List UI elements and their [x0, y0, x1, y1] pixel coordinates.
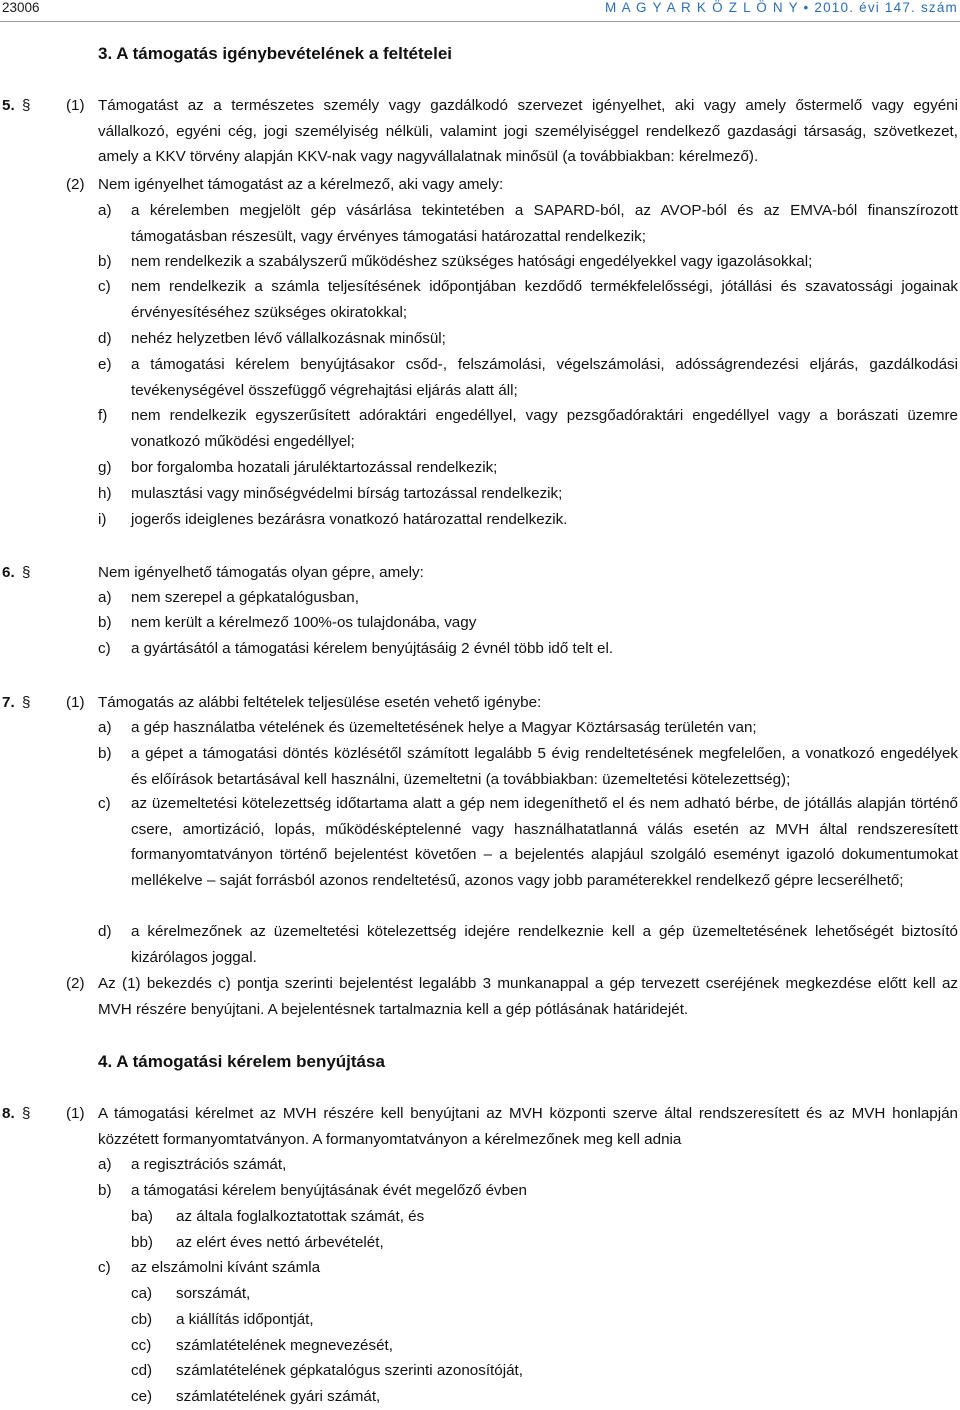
- item-label: h): [98, 485, 112, 502]
- item-label: b): [98, 745, 112, 762]
- item-label: a): [98, 719, 112, 736]
- item-text: a kérelmezőnek az üzemeltetési kötelezettség idejére rendelkeznie kell a gép üzemeltetésének lehetőségét biztosító kizárólagos joggal.: [131, 923, 958, 966]
- item-label: c): [98, 640, 111, 657]
- item-text: a gép használatba vételének és üzemeltetésének helye a Magyar Köztársaság területén van;: [131, 719, 757, 736]
- item-text: számlatételének gépkatalógus szerinti azonosítóját,: [176, 1362, 523, 1379]
- section-sign: §: [22, 97, 31, 114]
- subsection-text: A támogatási kérelmet az MVH részére kell benyújtani az MVH központi szerve által rendszeresített és az MVH honlapján közzétett formanyomtatványon. A formanyomtatványon a kérelmezőnek meg kell adnia: [98, 1105, 958, 1148]
- item-label: g): [98, 459, 112, 476]
- item-label: i): [98, 511, 107, 528]
- subsection-text: Támogatást az a természetes személy vagy gazdálkodó szervezet igényelhet, aki vagy amely őstermelő vagy egyéni vállalkozó, egyéni cég, jogi személyiség nélküli, valamint jogi személyiséggel rendelkező gazdasági társaság, szövetkezet, amely a KKV törvény alapján KKV-nak vagy nagyvállalatnak minősül (a továbbiakban: kérelmező).: [98, 97, 958, 166]
- item-label: b): [98, 614, 112, 631]
- section-sign: §: [22, 1105, 31, 1122]
- journal-title: M A G Y A R K Ö Z L Ö N Y • 2010. évi 147. szám: [604, 0, 958, 15]
- item-label: cb): [131, 1311, 153, 1328]
- item-label: f): [98, 407, 108, 424]
- item-text: a támogatási kérelem benyújtásának évét megelőző évben: [131, 1182, 527, 1199]
- header-divider: [0, 21, 960, 22]
- item-text: a kérelemben megjelölt gép vásárlása tekintetében a SAPARD-ból, az AVOP-ból és az EMVA-ból finanszírozott támogatásban részesült, vagy érvényes támogatási határozattal rendelkezik;: [131, 202, 958, 245]
- page-number: 23006: [2, 0, 40, 15]
- paragraph-number: 5.: [2, 97, 15, 114]
- item-label: ba): [131, 1208, 153, 1225]
- section-title-4: 4. A támogatási kérelem benyújtása: [98, 1052, 385, 1071]
- item-text: jogerős ideiglenes bezárásra vonatkozó határozattal rendelkezik.: [131, 511, 568, 528]
- section-title-3: 3. A támogatás igénybevételének a feltételei: [98, 44, 452, 63]
- item-text: a támogatási kérelem benyújtásakor csőd-, felszámolási, végelszámolási, adósságrendezési eljárás, gazdálkodási tevékenységével összefüggő végrehajtási eljárás alatt áll;: [131, 356, 958, 399]
- subsection-label: (1): [66, 97, 85, 114]
- item-text: a gépet a támogatási döntés közlésétől számított legalább 5 évig rendeltetésének megfelelően, a vonatkozó engedélyek és előírások betartásával kell használni, üzemeltetni (a továbbiakban: üzemeltetési kötelezettség);: [131, 745, 958, 788]
- item-label: ca): [131, 1285, 153, 1302]
- item-text: nem rendelkezik egyszerűsített adóraktári engedéllyel, vagy pezsgőadóraktári engedéllyel vagy a borászati üzemre vonatkozó működési engedéllyel;: [131, 407, 958, 450]
- section-sign: §: [22, 694, 31, 711]
- item-label: c): [98, 278, 111, 295]
- subsection-text: Az (1) bekezdés c) pontja szerinti bejelentést legalább 3 munkanappal a gép tervezett cseréjének megkezdése előtt kell az MVH részére benyújtani. A bejelentésnek tartalmaznia kell a gép pótlásának határidejét.: [98, 975, 958, 1018]
- paragraph-number: 8.: [2, 1105, 15, 1122]
- item-label: a): [98, 589, 112, 606]
- item-text: az elért éves nettó árbevételét,: [176, 1234, 384, 1251]
- item-label: b): [98, 1182, 112, 1199]
- subsection-text: Nem igényelhet támogatást az a kérelmező, aki vagy amely:: [98, 176, 504, 193]
- item-text: bor forgalomba hozatali járuléktartozással rendelkezik;: [131, 459, 498, 476]
- item-text: mulasztási vagy minőségvédelmi bírság tartozással rendelkezik;: [131, 485, 563, 502]
- item-label: d): [98, 330, 112, 347]
- item-text: nem rendelkezik a szabályszerű működéshez szükséges hatósági engedélyekkel vagy igazolásokkal;: [131, 253, 813, 270]
- paragraph-text: Nem igényelhető támogatás olyan gépre, amely:: [98, 564, 424, 581]
- item-text: a regisztrációs számát,: [131, 1156, 287, 1173]
- item-text: az általa foglalkoztatottak számát, és: [176, 1208, 425, 1225]
- item-text: az elszámolni kívánt számla: [131, 1259, 321, 1276]
- item-text: a gyártásától a támogatási kérelem benyújtásáig 2 évnél több idő telt el.: [131, 640, 614, 657]
- subsection-label: (2): [66, 176, 85, 193]
- item-text: nem került a kérelmező 100%-os tulajdonába, vagy: [131, 614, 477, 631]
- item-label: c): [98, 1259, 111, 1276]
- item-text: nehéz helyzetben lévő vállalkozásnak minősül;: [131, 330, 446, 347]
- item-label: c): [98, 795, 111, 812]
- item-label: bb): [131, 1234, 153, 1251]
- item-text: számlatételének megnevezését,: [176, 1337, 393, 1354]
- item-label: cc): [131, 1337, 152, 1354]
- item-label: a): [98, 1156, 112, 1173]
- item-label: b): [98, 253, 112, 270]
- item-text: az üzemeltetési kötelezettség időtartama alatt a gép nem idegeníthető el és nem adható bérbe, de jótállás alapján történő csere, amortizáció, lopás, működésképtelenné vagy használhatatlanná válás esetén az MVH által rendszeresített formanyomtatványon történő bejelentést követően – a bejelentés alapjául szolgáló eseményt igazoló dokumentumokat mellékelve – saját forrásból azonos rendeltetésű, azonos vagy jobb paraméterekkel rendelkező gépre lecserélhető;: [131, 795, 958, 889]
- item-label: e): [98, 356, 112, 373]
- subsection-label: (1): [66, 1105, 85, 1122]
- item-text: nem rendelkezik a számla teljesítésének időpontjában kezdődő termékfelelősségi, jótállási és szavatossági jogainak érvényesítéséhez szükséges okiratokkal;: [131, 278, 958, 321]
- item-text: sorszámát,: [176, 1285, 251, 1302]
- subsection-label: (2): [66, 975, 85, 992]
- item-label: d): [98, 923, 112, 940]
- item-label: ce): [131, 1388, 153, 1405]
- page-header: [0, 0, 960, 22]
- section-sign: §: [22, 564, 31, 581]
- item-text: a kiállítás időpontját,: [176, 1311, 314, 1328]
- item-text: számlatételének gyári számát,: [176, 1388, 381, 1405]
- item-text: nem szerepel a gépkatalógusban,: [131, 589, 359, 606]
- item-label: a): [98, 202, 112, 219]
- paragraph-number: 7.: [2, 694, 15, 711]
- item-label: cd): [131, 1362, 153, 1379]
- subsection-label: (1): [66, 694, 85, 711]
- subsection-text: Támogatás az alábbi feltételek teljesülése esetén vehető igénybe:: [98, 694, 542, 711]
- paragraph-number: 6.: [2, 564, 15, 581]
